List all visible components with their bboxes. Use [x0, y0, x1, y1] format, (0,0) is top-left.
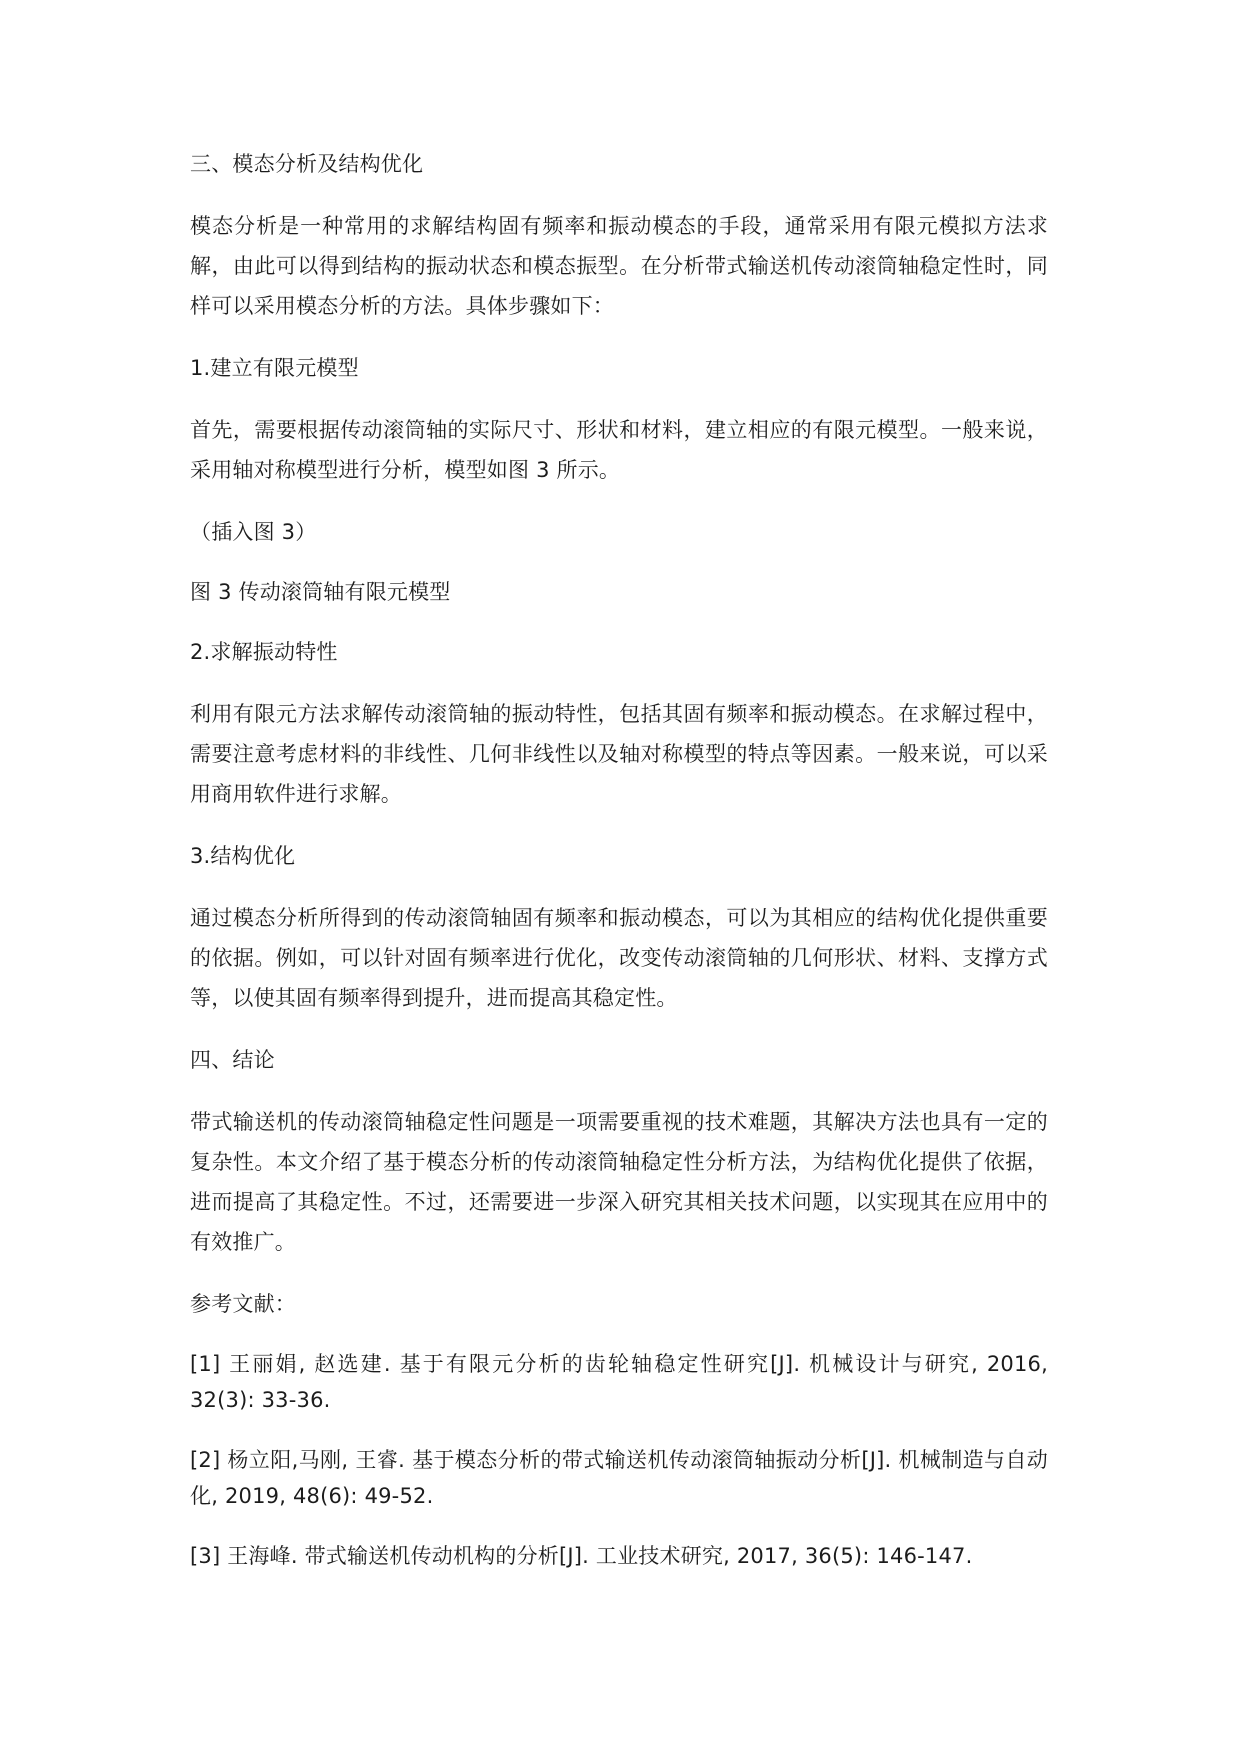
figure-caption: 图 3 传动滚筒轴有限元模型	[190, 580, 451, 604]
step-3-title: 3.结构优化	[190, 844, 296, 868]
reference-item: [1] 王丽娟, 赵选建. 基于有限元分析的齿轮轴稳定性研究[J]. 机械设计与研究, 2016, 32(3): 33-36.	[190, 1352, 1048, 1412]
figure-placeholder: （插入图 3）	[190, 520, 317, 544]
step-2-text: 利用有限元方法求解传动滚筒轴的振动特性，包括其固有频率和振动模态。在求解过程中，需要注意考虑材料的非线性、几何非线性以及轴对称模型的特点等因素。一般来说，可以采用商用软件进行求解。	[190, 702, 1048, 806]
reference-item: [2] 杨立阳,马刚, 王睿. 基于模态分析的带式输送机传动滚筒轴振动分析[J]. 机械制造与自动化, 2019, 48(6): 49-52.	[190, 1448, 1048, 1508]
document-page	[190, 146, 1048, 1598]
reference-item: [3] 王海峰. 带式输送机传动机构的分析[J]. 工业技术研究, 2017, 36(5): 146-147.	[190, 1544, 973, 1568]
section-4-text: 带式输送机的传动滚筒轴稳定性问题是一项需要重视的技术难题，其解决方法也具有一定的复杂性。本文介绍了基于模态分析的传动滚筒轴稳定性分析方法，为结构优化提供了依据，进而提高了其稳定性。不过，还需要进一步深入研究其相关技术问题，以实现其在应用中的有效推广。	[190, 1110, 1048, 1254]
references-title: 参考文献：	[190, 1292, 296, 1316]
step-1-title: 1.建立有限元模型	[190, 356, 359, 380]
step-3-text: 通过模态分析所得到的传动滚筒轴固有频率和振动模态，可以为其相应的结构优化提供重要的依据。例如，可以针对固有频率进行优化，改变传动滚筒轴的几何形状、材料、支撑方式等，以使其固有频率得到提升，进而提高其稳定性。	[190, 906, 1048, 1010]
step-2-title: 2.求解振动特性	[190, 640, 338, 664]
section-3-intro: 模态分析是一种常用的求解结构固有频率和振动模态的手段，通常采用有限元模拟方法求解，由此可以得到结构的振动状态和模态振型。在分析带式输送机传动滚筒轴稳定性时，同样可以采用模态分析的方法。具体步骤如下：	[190, 214, 1048, 318]
step-1-text: 首先，需要根据传动滚筒轴的实际尺寸、形状和材料，建立相应的有限元模型。一般来说，采用轴对称模型进行分析，模型如图 3 所示。	[190, 418, 1048, 482]
section-4-title: 四、结论	[190, 1048, 275, 1072]
section-3-title: 三、模态分析及结构优化	[190, 152, 424, 176]
